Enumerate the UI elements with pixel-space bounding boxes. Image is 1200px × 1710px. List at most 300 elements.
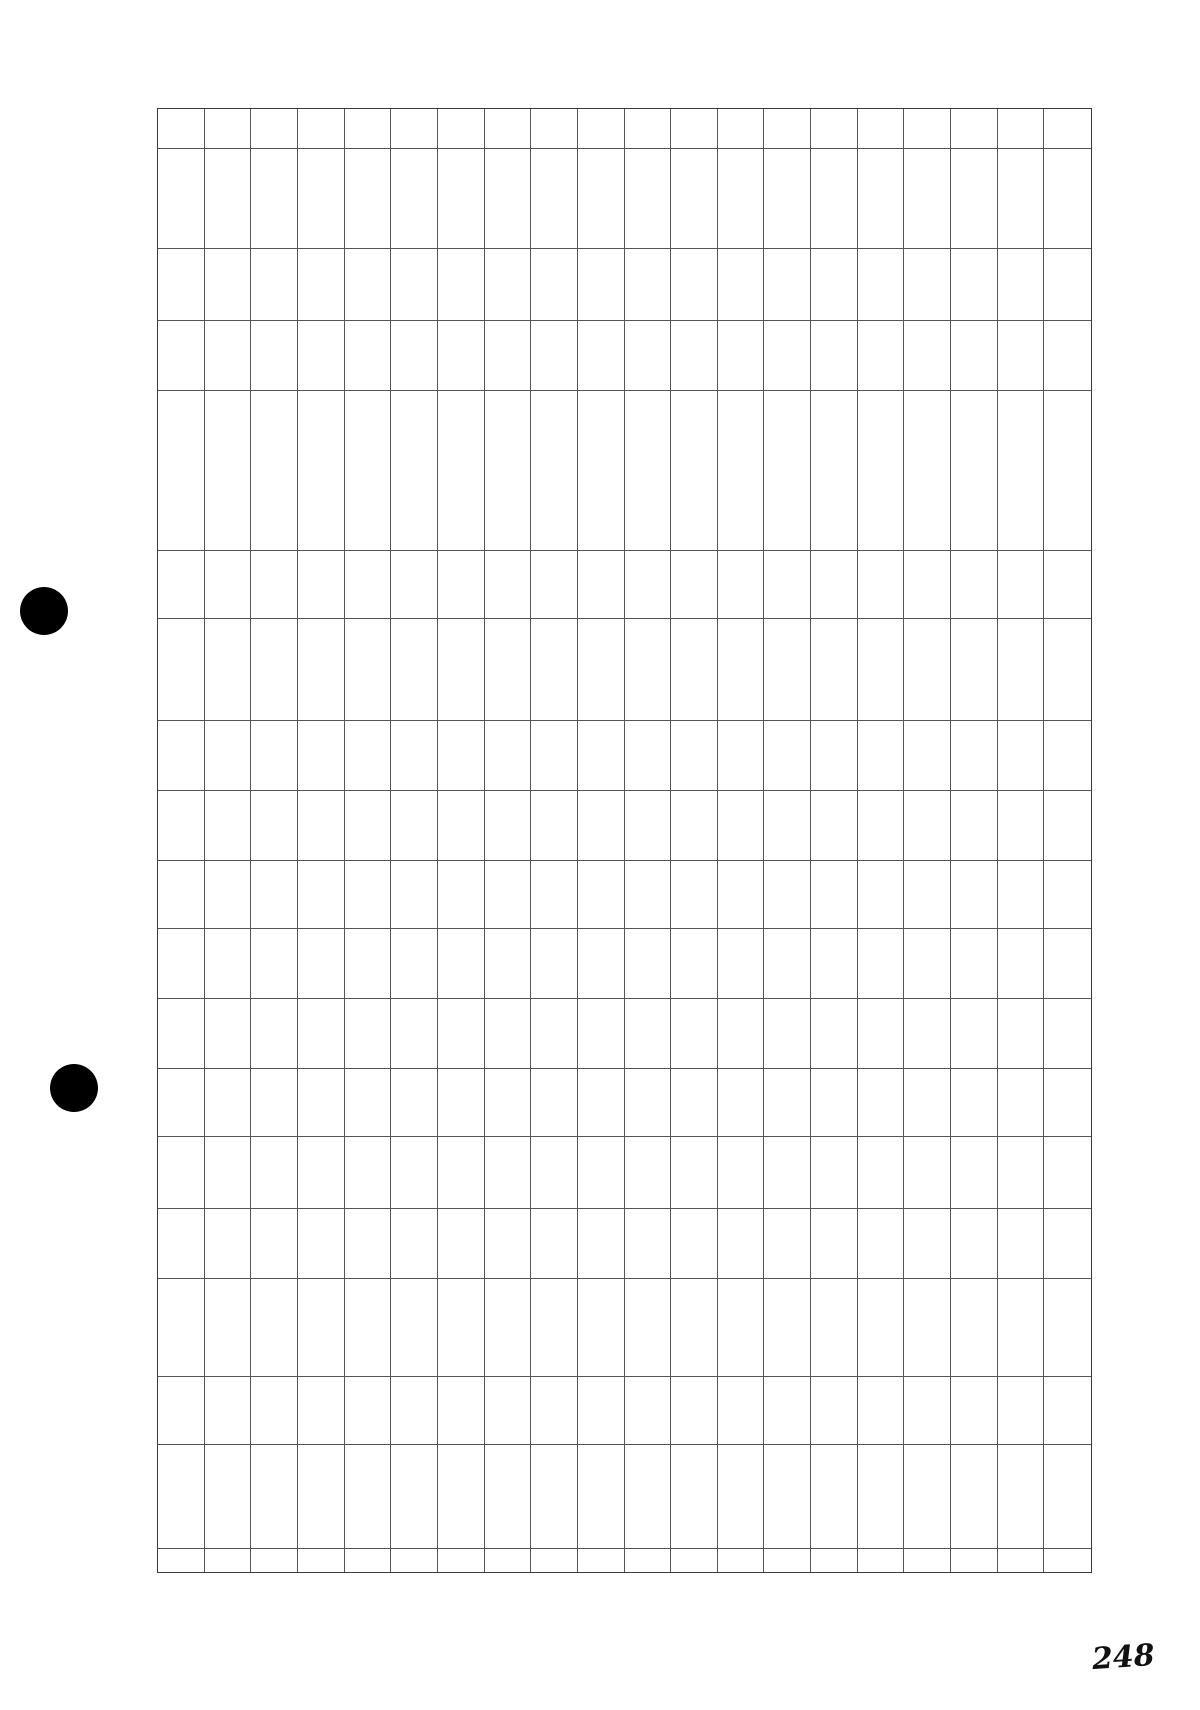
table-cell xyxy=(625,249,672,321)
table-cell xyxy=(391,861,438,929)
table-cell xyxy=(625,1445,672,1549)
table-cell xyxy=(391,791,438,861)
table-cell xyxy=(718,1279,765,1377)
table-cell xyxy=(764,1137,811,1209)
table-cell xyxy=(578,1549,625,1573)
table-cell xyxy=(578,1445,625,1549)
table-cell xyxy=(158,1279,205,1377)
table-cell xyxy=(858,1445,905,1549)
table-cell xyxy=(298,929,345,999)
table-cell xyxy=(205,1549,252,1573)
table-cell xyxy=(485,861,532,929)
table-cell xyxy=(531,999,578,1069)
table-cell xyxy=(951,1279,998,1377)
table-cell xyxy=(485,1377,532,1445)
table-cell xyxy=(531,1445,578,1549)
table-cell xyxy=(858,619,905,721)
table-cell xyxy=(391,1137,438,1209)
table-cell xyxy=(345,1445,392,1549)
table-cell xyxy=(764,721,811,791)
table-cell xyxy=(531,551,578,619)
table-cell xyxy=(764,1209,811,1279)
table-cell xyxy=(1044,149,1091,249)
table-cell xyxy=(205,1279,252,1377)
table-cell xyxy=(625,1549,672,1573)
table-cell xyxy=(811,861,858,929)
table-cell xyxy=(998,1445,1045,1549)
table-cell xyxy=(345,249,392,321)
table-cell xyxy=(998,149,1045,249)
table-cell xyxy=(251,1377,298,1445)
table-cell xyxy=(531,1549,578,1573)
table-cell xyxy=(718,791,765,861)
table-cell xyxy=(205,1209,252,1279)
table-cell xyxy=(998,109,1045,149)
table-cell xyxy=(251,861,298,929)
table-cell xyxy=(438,721,485,791)
table-cell xyxy=(718,149,765,249)
table-cell xyxy=(811,619,858,721)
table-cell xyxy=(671,321,718,391)
table-cell xyxy=(904,929,951,999)
table-cell xyxy=(811,721,858,791)
table-cell xyxy=(858,999,905,1069)
table-cell xyxy=(391,1377,438,1445)
table-cell xyxy=(345,721,392,791)
table-cell xyxy=(438,791,485,861)
table-cell xyxy=(485,619,532,721)
table-cell xyxy=(438,551,485,619)
table-cell xyxy=(858,1137,905,1209)
table-cell xyxy=(251,999,298,1069)
table-cell xyxy=(345,1377,392,1445)
table-cell xyxy=(438,149,485,249)
table-cell xyxy=(578,391,625,551)
table-cell xyxy=(158,249,205,321)
table-cell xyxy=(578,791,625,861)
table-cell xyxy=(718,109,765,149)
table-cell xyxy=(531,929,578,999)
table-cell xyxy=(904,999,951,1069)
table-cell xyxy=(531,149,578,249)
table-cell xyxy=(1044,1137,1091,1209)
table-cell xyxy=(998,321,1045,391)
table-cell xyxy=(811,391,858,551)
table-cell xyxy=(998,861,1045,929)
table-cell xyxy=(951,321,998,391)
table-cell xyxy=(904,149,951,249)
table-cell xyxy=(485,149,532,249)
table-cell xyxy=(158,1549,205,1573)
table-cell xyxy=(811,791,858,861)
table-cell xyxy=(951,619,998,721)
table-cell xyxy=(485,721,532,791)
table-cell xyxy=(485,1209,532,1279)
table-cell xyxy=(904,1445,951,1549)
table-cell xyxy=(205,249,252,321)
table-cell xyxy=(531,1279,578,1377)
table-cell xyxy=(904,721,951,791)
table-cell xyxy=(485,929,532,999)
table-grid xyxy=(158,109,1091,1572)
table-cell xyxy=(858,1549,905,1573)
table-cell xyxy=(1044,391,1091,551)
table-cell xyxy=(158,861,205,929)
table-cell xyxy=(298,721,345,791)
table-cell xyxy=(811,109,858,149)
table-cell xyxy=(998,619,1045,721)
table-cell xyxy=(764,861,811,929)
table-cell xyxy=(998,249,1045,321)
table-cell xyxy=(764,321,811,391)
table-cell xyxy=(345,551,392,619)
table-cell xyxy=(391,321,438,391)
table-cell xyxy=(625,149,672,249)
table-cell xyxy=(485,321,532,391)
table-cell xyxy=(298,619,345,721)
table-cell xyxy=(298,1279,345,1377)
table-cell xyxy=(671,1377,718,1445)
table-cell xyxy=(671,619,718,721)
table-cell xyxy=(811,149,858,249)
table-cell xyxy=(904,321,951,391)
table-cell xyxy=(438,861,485,929)
table-cell xyxy=(251,321,298,391)
table-cell xyxy=(298,861,345,929)
table-cell xyxy=(578,1069,625,1137)
table-cell xyxy=(998,999,1045,1069)
table-cell xyxy=(718,1377,765,1445)
table-cell xyxy=(858,149,905,249)
table-cell xyxy=(718,619,765,721)
table-cell xyxy=(391,551,438,619)
table-cell xyxy=(998,791,1045,861)
table-cell xyxy=(531,249,578,321)
table-cell xyxy=(391,391,438,551)
table-cell xyxy=(438,1069,485,1137)
table-cell xyxy=(251,1549,298,1573)
table-cell xyxy=(345,999,392,1069)
table-cell xyxy=(625,551,672,619)
table-cell xyxy=(858,861,905,929)
table-cell xyxy=(671,109,718,149)
table-cell xyxy=(1044,321,1091,391)
table-cell xyxy=(764,929,811,999)
table-cell xyxy=(625,1137,672,1209)
table-cell xyxy=(858,109,905,149)
table-cell xyxy=(811,551,858,619)
table-cell xyxy=(951,1549,998,1573)
table-cell xyxy=(391,721,438,791)
table-cell xyxy=(438,1377,485,1445)
table-cell xyxy=(345,929,392,999)
table-cell xyxy=(345,791,392,861)
table-cell xyxy=(158,1377,205,1445)
table-cell xyxy=(205,1445,252,1549)
table-cell xyxy=(251,249,298,321)
table-cell xyxy=(391,999,438,1069)
table-cell xyxy=(951,861,998,929)
table-cell xyxy=(625,1279,672,1377)
table-cell xyxy=(205,999,252,1069)
table-cell xyxy=(251,1279,298,1377)
table-cell xyxy=(298,249,345,321)
table-cell xyxy=(158,721,205,791)
table-cell xyxy=(951,391,998,551)
table-cell xyxy=(764,1377,811,1445)
table-cell xyxy=(531,1209,578,1279)
table-cell xyxy=(998,1137,1045,1209)
table-cell xyxy=(158,1069,205,1137)
table-cell xyxy=(998,1377,1045,1445)
table-cell xyxy=(438,619,485,721)
table-cell xyxy=(718,1549,765,1573)
table-cell xyxy=(438,1279,485,1377)
table-cell xyxy=(718,249,765,321)
table-cell xyxy=(251,619,298,721)
table-cell xyxy=(345,1069,392,1137)
table-cell xyxy=(485,109,532,149)
table-cell xyxy=(391,1549,438,1573)
table-cell xyxy=(625,999,672,1069)
table-cell xyxy=(998,1209,1045,1279)
table-cell xyxy=(625,321,672,391)
table-cell xyxy=(391,149,438,249)
table-cell xyxy=(298,1377,345,1445)
table-cell xyxy=(904,109,951,149)
table-cell xyxy=(251,791,298,861)
table-cell xyxy=(811,1209,858,1279)
rotated-register-table xyxy=(157,108,1092,1573)
table-cell xyxy=(578,321,625,391)
table-cell xyxy=(158,1137,205,1209)
table-cell xyxy=(951,1377,998,1445)
table-cell xyxy=(531,1137,578,1209)
table-cell xyxy=(671,1445,718,1549)
table-cell xyxy=(391,619,438,721)
table-cell xyxy=(951,1069,998,1137)
table-cell xyxy=(858,551,905,619)
table-cell xyxy=(158,391,205,551)
table-cell xyxy=(298,109,345,149)
table-cell xyxy=(345,109,392,149)
table-cell xyxy=(858,1069,905,1137)
table-cell xyxy=(578,1279,625,1377)
table-cell xyxy=(578,861,625,929)
table-cell xyxy=(858,249,905,321)
table-cell xyxy=(578,109,625,149)
table-cell xyxy=(998,1549,1045,1573)
table-cell xyxy=(298,391,345,551)
table-cell xyxy=(998,1069,1045,1137)
table-cell xyxy=(205,619,252,721)
table-cell xyxy=(858,791,905,861)
table-cell xyxy=(251,391,298,551)
table-cell xyxy=(858,1279,905,1377)
punch-hole-lower xyxy=(50,1064,98,1112)
table-cell xyxy=(298,999,345,1069)
table-cell xyxy=(158,929,205,999)
table-cell xyxy=(205,791,252,861)
table-cell xyxy=(858,1377,905,1445)
table-cell xyxy=(764,391,811,551)
table-cell xyxy=(251,1137,298,1209)
table-cell xyxy=(951,1445,998,1549)
table-cell xyxy=(485,1069,532,1137)
table-cell xyxy=(998,721,1045,791)
table-cell xyxy=(531,861,578,929)
table-cell xyxy=(531,391,578,551)
table-cell xyxy=(578,999,625,1069)
table-cell xyxy=(904,1069,951,1137)
table-cell xyxy=(951,721,998,791)
table-cell xyxy=(625,109,672,149)
table-cell xyxy=(904,1137,951,1209)
table-cell xyxy=(671,1137,718,1209)
table-cell xyxy=(438,929,485,999)
table-cell xyxy=(251,1445,298,1549)
table-cell xyxy=(578,619,625,721)
table-cell xyxy=(811,321,858,391)
table-cell xyxy=(718,551,765,619)
table-cell xyxy=(998,551,1045,619)
table-cell xyxy=(1044,721,1091,791)
table-cell xyxy=(485,391,532,551)
table-cell xyxy=(345,1209,392,1279)
table-cell xyxy=(345,321,392,391)
table-cell xyxy=(158,109,205,149)
table-cell xyxy=(718,999,765,1069)
table-cell xyxy=(391,1445,438,1549)
table-cell xyxy=(951,791,998,861)
table-cell xyxy=(485,1137,532,1209)
table-cell xyxy=(205,551,252,619)
table-cell xyxy=(251,149,298,249)
table-cell xyxy=(391,929,438,999)
table-cell xyxy=(718,929,765,999)
table-cell xyxy=(531,721,578,791)
table-cell xyxy=(718,321,765,391)
table-cell xyxy=(904,1279,951,1377)
table-cell xyxy=(1044,1445,1091,1549)
table-cell xyxy=(764,149,811,249)
table-cell xyxy=(158,551,205,619)
table-cell xyxy=(811,249,858,321)
table-cell xyxy=(671,999,718,1069)
table-cell xyxy=(951,109,998,149)
table-cell xyxy=(298,791,345,861)
table-cell xyxy=(578,1137,625,1209)
table-cell xyxy=(298,1209,345,1279)
table-cell xyxy=(158,1209,205,1279)
table-cell xyxy=(1044,929,1091,999)
table-cell xyxy=(158,791,205,861)
table-cell xyxy=(251,109,298,149)
table-cell xyxy=(578,551,625,619)
table-cell xyxy=(1044,1279,1091,1377)
table-cell xyxy=(858,929,905,999)
table-cell xyxy=(951,249,998,321)
table-cell xyxy=(158,619,205,721)
table-cell xyxy=(764,619,811,721)
table-cell xyxy=(345,619,392,721)
table-cell xyxy=(531,791,578,861)
table-cell xyxy=(345,861,392,929)
table-cell xyxy=(438,1549,485,1573)
table-cell xyxy=(205,1069,252,1137)
table-cell xyxy=(438,321,485,391)
table-cell xyxy=(671,721,718,791)
table-cell xyxy=(951,1209,998,1279)
table-cell xyxy=(764,249,811,321)
table-cell xyxy=(391,1209,438,1279)
table-cell xyxy=(485,551,532,619)
table-cell xyxy=(578,149,625,249)
table-cell xyxy=(671,249,718,321)
table-cell xyxy=(298,1549,345,1573)
table-cell xyxy=(298,149,345,249)
table-cell xyxy=(811,1279,858,1377)
table-cell xyxy=(578,1209,625,1279)
table-cell xyxy=(298,551,345,619)
table-cell xyxy=(625,721,672,791)
table-cell xyxy=(951,551,998,619)
table-cell xyxy=(438,1209,485,1279)
table-cell xyxy=(951,929,998,999)
table-cell xyxy=(1044,1549,1091,1573)
table-cell xyxy=(764,1549,811,1573)
table-cell xyxy=(391,1279,438,1377)
table-cell xyxy=(811,929,858,999)
table-cell xyxy=(718,861,765,929)
table-cell xyxy=(811,1377,858,1445)
table-cell xyxy=(858,391,905,551)
table-cell xyxy=(858,1209,905,1279)
table-cell xyxy=(531,1069,578,1137)
table-cell xyxy=(625,929,672,999)
table-cell xyxy=(205,321,252,391)
punch-hole-upper xyxy=(20,587,68,635)
table-cell xyxy=(345,1549,392,1573)
table-cell xyxy=(251,1209,298,1279)
table-cell xyxy=(671,791,718,861)
table-cell xyxy=(438,391,485,551)
table-cell xyxy=(298,1445,345,1549)
table-cell xyxy=(625,391,672,551)
table-cell xyxy=(345,391,392,551)
table-cell xyxy=(438,1445,485,1549)
table-cell xyxy=(485,791,532,861)
table-cell xyxy=(531,109,578,149)
table-cell xyxy=(251,929,298,999)
table-cell xyxy=(578,721,625,791)
table-cell xyxy=(858,321,905,391)
table-cell xyxy=(764,551,811,619)
table-cell xyxy=(718,391,765,551)
table-cell xyxy=(764,1279,811,1377)
table-cell xyxy=(158,321,205,391)
table-cell xyxy=(764,1445,811,1549)
table-cell xyxy=(438,1137,485,1209)
table-cell xyxy=(764,109,811,149)
table-cell xyxy=(951,1137,998,1209)
table-cell xyxy=(718,1445,765,1549)
table-cell xyxy=(298,1137,345,1209)
table-cell xyxy=(438,109,485,149)
table-cell xyxy=(671,929,718,999)
table-cell xyxy=(625,1069,672,1137)
table-cell xyxy=(531,619,578,721)
